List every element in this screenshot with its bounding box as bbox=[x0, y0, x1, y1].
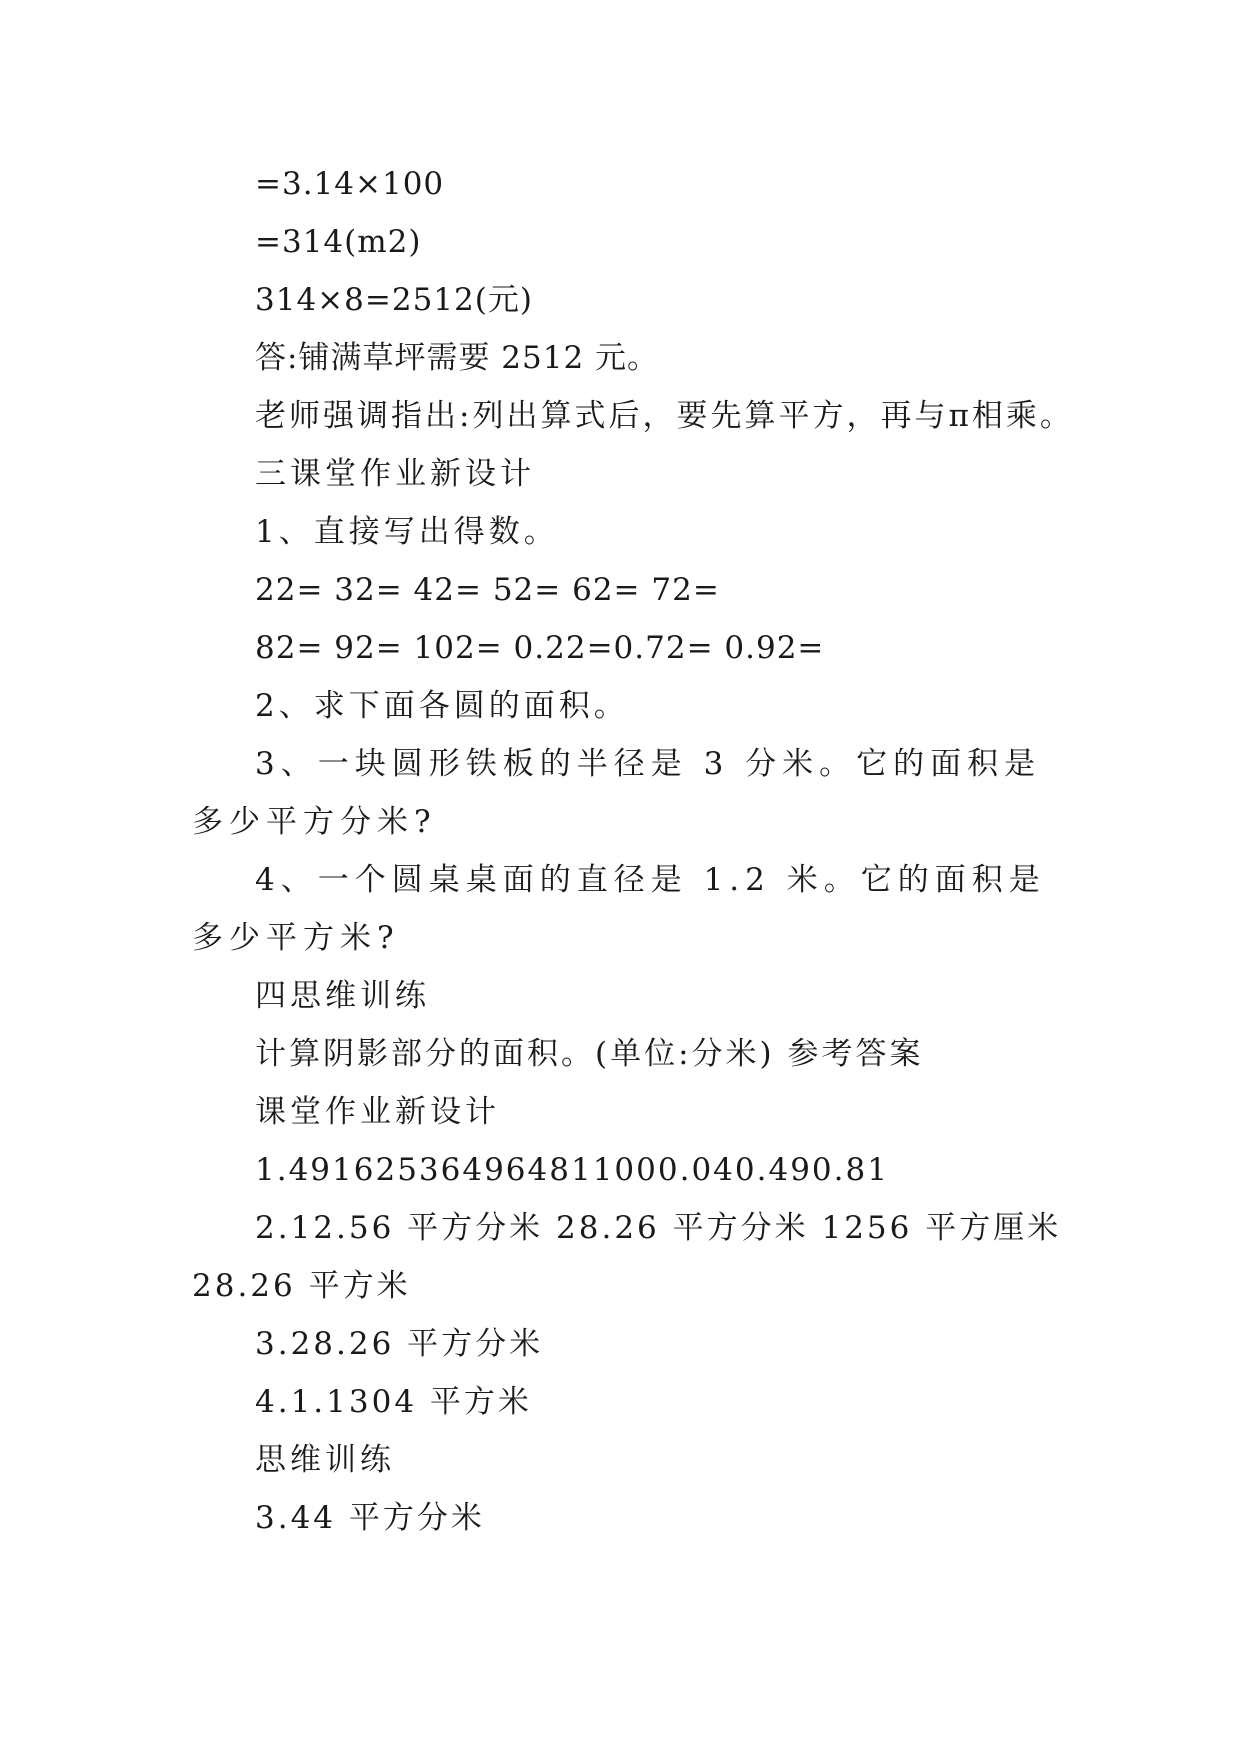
text-line: 82= 92= 102= 0.22=0.72= 0.92= bbox=[255, 630, 825, 666]
section-heading: 三课堂作业新设计 bbox=[255, 456, 535, 492]
text-line: 314×8=2512(元) bbox=[255, 282, 533, 318]
text-line: 老师强调指出:列出算式后，要先算平方，再与π相乘。 bbox=[255, 398, 1074, 434]
section-heading: 课堂作业新设计 bbox=[255, 1094, 500, 1130]
text-line: 答:铺满草坪需要 2512 元。 bbox=[255, 340, 660, 376]
answer-paragraph: 2.12.56 平方分米 28.26 平方分米 1256 平方厘米 28.26 平方米 bbox=[192, 1210, 1062, 1304]
question-line: 1、直接写出得数。 bbox=[255, 514, 559, 550]
answer-line: 1.491625364964811000.040.490.81 bbox=[255, 1152, 889, 1188]
text-line: 22= 32= 42= 52= 62= 72= bbox=[255, 572, 720, 608]
answer-line: 4.1.1304 平方米 bbox=[255, 1384, 532, 1420]
section-heading: 四思维训练 bbox=[255, 978, 430, 1014]
answer-line: 3.44 平方分米 bbox=[255, 1500, 485, 1536]
text-line: =314(m2) bbox=[255, 224, 422, 260]
text-line: =3.14×100 bbox=[255, 166, 445, 202]
question-paragraph: 3、一块圆形铁板的半径是 3 分米。它的面积是多少平方分米? bbox=[192, 746, 1042, 840]
question-paragraph: 4、一个圆桌桌面的直径是 1.2 米。它的面积是多少平方米? bbox=[192, 862, 1046, 956]
text-line: 计算阴影部分的面积。(单位:分米) 参考答案 bbox=[255, 1036, 924, 1072]
question-line: 2、求下面各圆的面积。 bbox=[255, 688, 629, 724]
section-heading: 思维训练 bbox=[255, 1442, 395, 1478]
answer-line: 3.28.26 平方分米 bbox=[255, 1326, 544, 1362]
